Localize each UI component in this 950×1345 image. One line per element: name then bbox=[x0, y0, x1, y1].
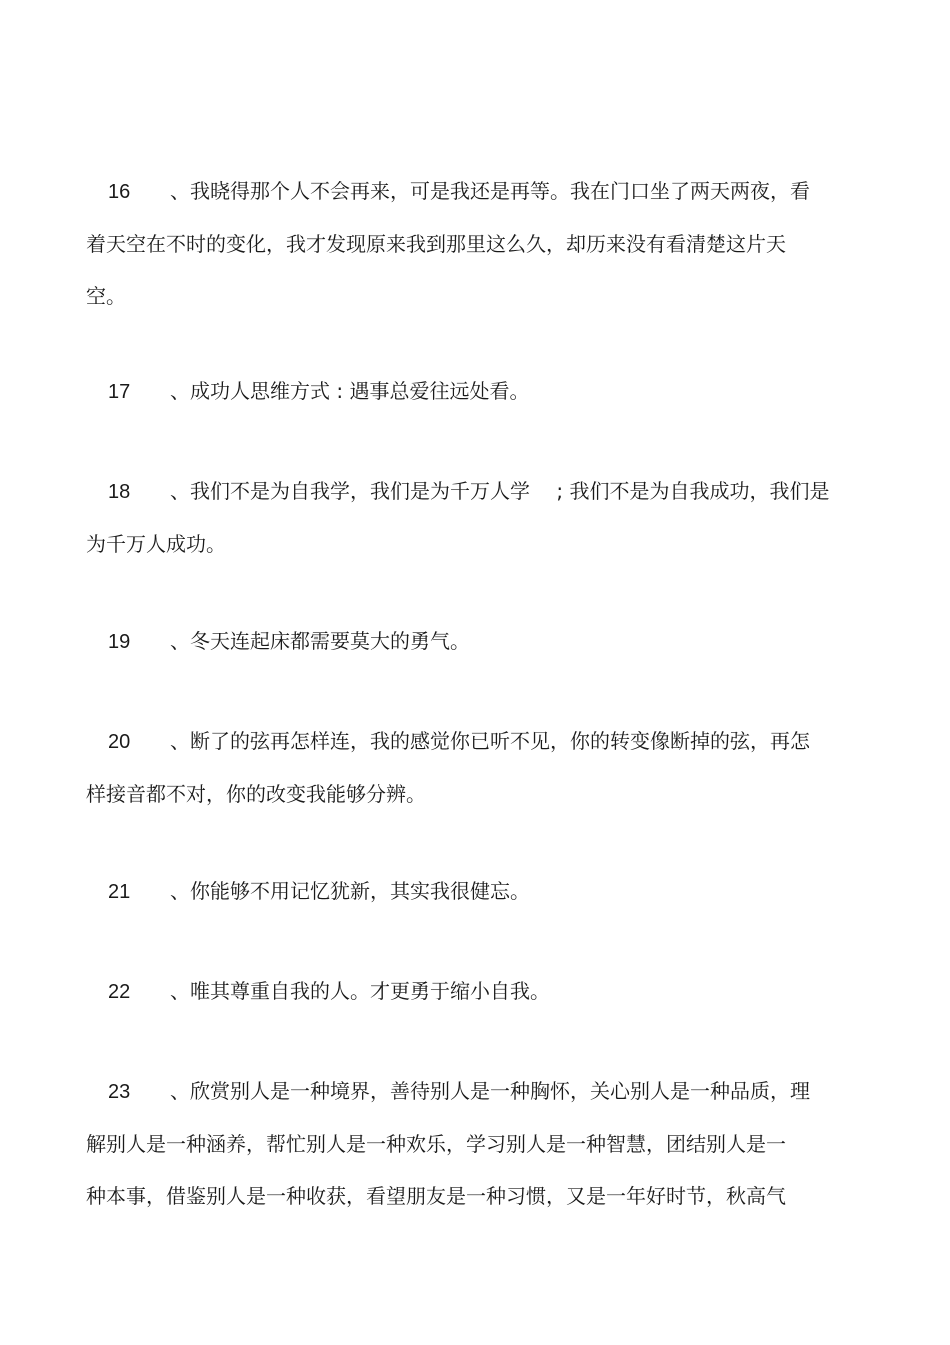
entry-separator: 、 bbox=[170, 729, 190, 753]
entry-text-line: 空。 bbox=[86, 284, 126, 308]
entry-separator: 、 bbox=[170, 479, 190, 503]
entry-number: 19 bbox=[108, 631, 131, 653]
entry-17 bbox=[86, 365, 866, 418]
entry-21 bbox=[86, 865, 866, 918]
entry-text-line: 为千万人成功。 bbox=[86, 532, 226, 556]
entry-text-line: 欣赏别人是一种境界，善待别人是一种胸怀，关心别人是一种品质，理 bbox=[190, 1079, 810, 1103]
entry-text-line: 我们不是为自我学，我们是为千万人学 ; 我们不是为自我成功，我们是 bbox=[190, 479, 830, 503]
entry-text-line: 成功人思维方式 : 遇事总爱往远处看。 bbox=[190, 379, 530, 403]
entry-text-line: 解别人是一种涵养，帮忙别人是一种欢乐，学习别人是一种智慧，团结别人是一 bbox=[86, 1132, 786, 1156]
entry-text-line: 种本事，借鉴别人是一种收获，看望朋友是一种习惯，又是一年好时节，秋高气 bbox=[86, 1184, 786, 1208]
entry-number: 22 bbox=[108, 981, 131, 1003]
entry-number: 17 bbox=[108, 381, 131, 403]
entry-separator: 、 bbox=[170, 379, 190, 403]
entry-text-line: 我晓得那个人不会再来，可是我还是再等。我在门口坐了两天两夜，看 bbox=[190, 179, 810, 203]
entry-number: 23 bbox=[108, 1081, 131, 1103]
entry-text-line: 唯其尊重自我的人。才更勇于缩小自我。 bbox=[190, 979, 550, 1003]
entry-text-line: 断了的弦再怎样连，我的感觉你已听不见，你的转变像断掉的弦，再怎 bbox=[190, 729, 810, 753]
entry-separator: 、 bbox=[170, 629, 190, 653]
entry-number: 18 bbox=[108, 481, 131, 503]
entry-text-line: 样接音都不对，你的改变我能够分辨。 bbox=[86, 782, 426, 806]
entry-number: 21 bbox=[108, 881, 131, 903]
entry-separator: 、 bbox=[170, 1079, 190, 1103]
entry-19 bbox=[86, 615, 866, 668]
entry-22 bbox=[86, 965, 866, 1018]
entry-number: 16 bbox=[108, 181, 131, 203]
entry-separator: 、 bbox=[170, 179, 190, 203]
entry-18 bbox=[86, 465, 866, 570]
entry-20 bbox=[86, 715, 866, 820]
entry-23 bbox=[86, 1065, 866, 1222]
entry-16 bbox=[86, 165, 866, 322]
entry-text-line: 冬天连起床都需要莫大的勇气。 bbox=[190, 629, 470, 653]
entry-separator: 、 bbox=[170, 979, 190, 1003]
entry-separator: 、 bbox=[170, 879, 190, 903]
entry-number: 20 bbox=[108, 731, 131, 753]
entry-text-line: 你能够不用记忆犹新，其实我很健忘。 bbox=[190, 879, 530, 903]
entry-text-line: 着天空在不时的变化，我才发现原来我到那里这么久，却历来没有看清楚这片天 bbox=[86, 232, 786, 256]
